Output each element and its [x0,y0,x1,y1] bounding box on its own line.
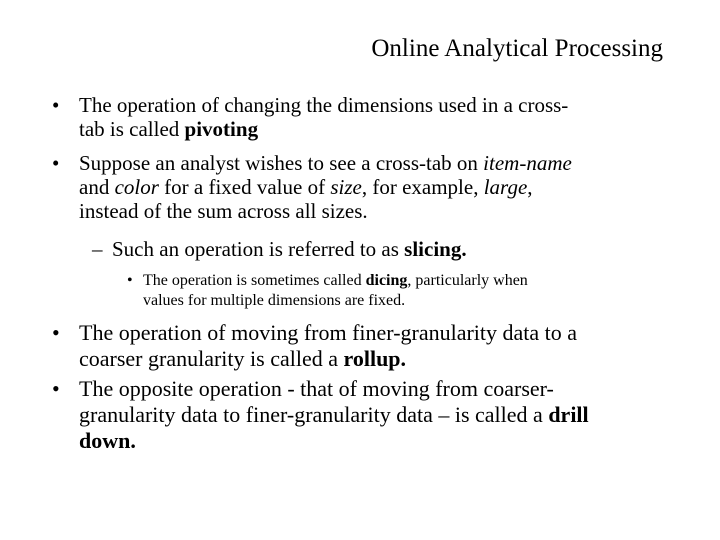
text-run: and [79,175,115,199]
bullet-line [79,346,577,372]
italic-term: color [114,175,159,199]
bold-term: dicing [365,272,408,289]
bullet-text [52,93,568,141]
text-run: , [527,175,533,199]
bullet-cross-tab [52,151,572,223]
bold-term: down. [79,428,136,453]
bullet-line [79,117,568,141]
slide-title: Online Analytical Processing [371,35,663,62]
bullet-line [79,376,589,402]
sub-bullet-text [92,237,467,261]
bullet-pivoting [52,93,568,141]
bold-term: drill [548,402,589,427]
bullet-dot-icon: • [52,93,60,117]
text-run: for a fixed value of [158,175,331,199]
bullet-dot-icon: • [52,151,60,175]
bold-term: pivoting [184,117,259,141]
italic-term: size [330,175,362,199]
dash-icon: – [92,237,103,261]
bullet-line [79,428,589,454]
bullet-line [79,175,572,199]
bullet-text [52,151,572,223]
text-run: The operation is sometimes called [143,272,366,289]
bullet-line [79,199,572,223]
bullet-line [79,320,577,346]
bullet-dot-icon: • [52,376,60,401]
text-run: granularity data to finer-granularity data – is called a [79,402,549,427]
text-run: values for multiple dimensions are fixed. [143,292,406,309]
text-run: Suppose an analyst wishes to see a cross-tab on [79,151,484,175]
text-run: , particularly when [407,272,528,289]
text-run: instead of the sum across all sizes. [79,199,368,223]
text-run: tab is called [79,117,185,141]
sub-sub-bullet-text [127,271,528,311]
bullet-drill-down [52,376,589,454]
sub-sub-bullet-dicing [127,271,528,311]
bullet-text [52,376,589,454]
text-run: coarser granularity is called a [79,346,344,371]
italic-term: item-name [483,151,572,175]
bullet-line [79,151,572,175]
bold-term: slicing. [404,237,467,261]
bullet-line [79,93,568,117]
text-run: , for example, [361,175,484,199]
text-run: The operation of moving from finer-granularity data to a [79,320,578,345]
bullet-line [112,237,467,261]
text-run: The opposite operation - that of moving from coarser- [79,376,554,401]
bullet-text [52,320,577,372]
bullet-line [143,271,528,291]
text-run: Such an operation is referred to as [112,237,405,261]
bullet-dot-icon: • [52,320,60,345]
italic-term: large [483,175,528,199]
bullet-dot-icon: • [127,272,133,289]
bold-term: rollup. [343,346,407,371]
text-run: The operation of changing the dimensions used in a cross- [79,93,569,117]
bullet-rollup [52,320,577,372]
bullet-line [79,402,589,428]
bullet-line [143,291,528,311]
sub-bullet-slicing [92,237,467,261]
